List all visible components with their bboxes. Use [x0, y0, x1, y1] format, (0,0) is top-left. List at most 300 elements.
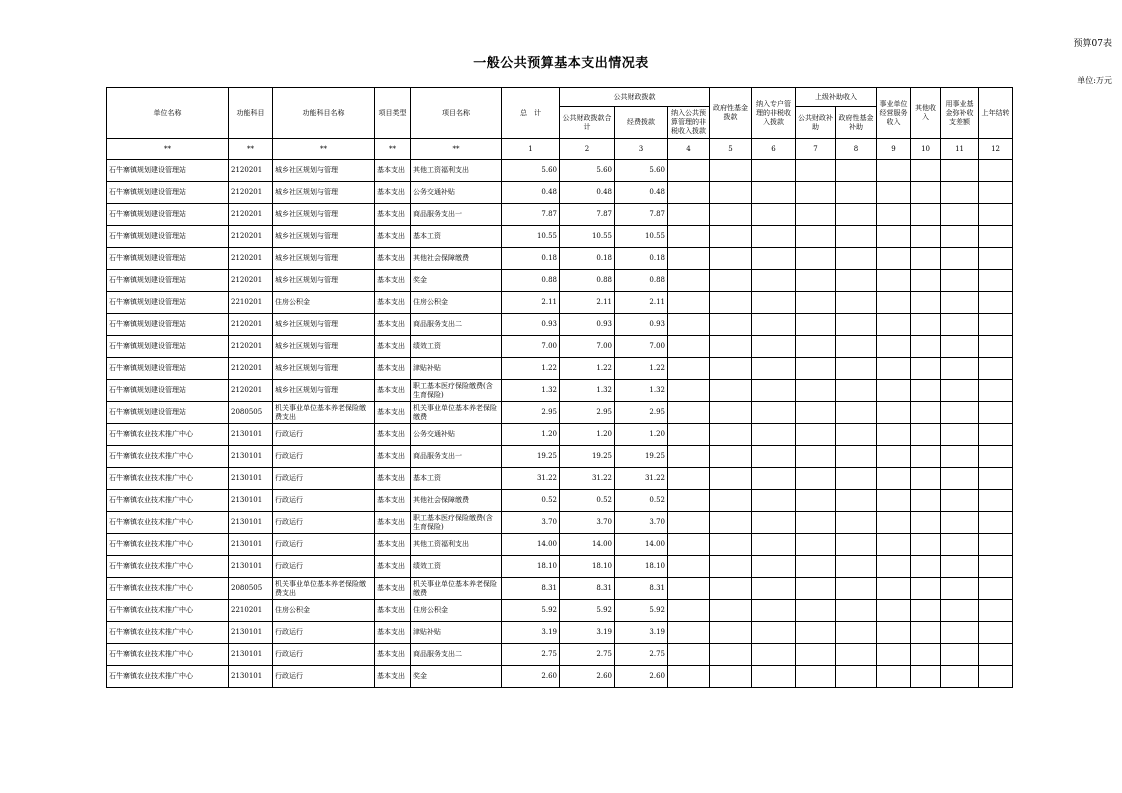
cell-proj-type: 基本支出	[375, 556, 411, 578]
cell-total: 0.18	[502, 248, 560, 270]
table-row	[107, 512, 1013, 534]
cell-empty	[796, 314, 836, 336]
cell-empty	[710, 160, 752, 182]
cell-empty	[668, 468, 710, 490]
cell-total: 18.10	[502, 556, 560, 578]
cell-empty	[668, 270, 710, 292]
cell-empty	[752, 402, 796, 424]
table-row	[107, 490, 1013, 512]
cell-func-code: 2130101	[229, 666, 273, 688]
cell-empty	[668, 358, 710, 380]
cell-func-name: 行政运行	[273, 490, 375, 512]
cell-public-fiscal-total: 3.70	[560, 512, 615, 534]
cell-empty	[752, 226, 796, 248]
table-row	[107, 248, 1013, 270]
cell-empty	[941, 248, 979, 270]
cell-empty	[836, 578, 877, 600]
cell-unit-name: 石牛寨镇规划建设管理站	[107, 314, 229, 336]
cell-total: 7.87	[502, 204, 560, 226]
cell-empty	[710, 380, 752, 402]
cell-empty	[752, 160, 796, 182]
table-row	[107, 534, 1013, 556]
cell-empty	[877, 556, 911, 578]
cell-total: 5.92	[502, 600, 560, 622]
cell-unit-name: 石牛寨镇规划建设管理站	[107, 380, 229, 402]
cell-empty	[752, 204, 796, 226]
cell-empty	[836, 556, 877, 578]
cell-empty	[668, 182, 710, 204]
cell-empty	[796, 292, 836, 314]
cell-empty	[836, 534, 877, 556]
cell-empty	[752, 292, 796, 314]
cell-empty	[752, 336, 796, 358]
cell-empty	[911, 270, 941, 292]
cell-func-code: 2130101	[229, 534, 273, 556]
column-index-cell: 5	[710, 139, 752, 160]
header-func-name: 功能科目名称	[273, 88, 375, 139]
cell-empty	[752, 380, 796, 402]
cell-public-fiscal-total: 2.75	[560, 644, 615, 666]
cell-empty	[877, 666, 911, 688]
cell-operating-funds: 0.18	[615, 248, 668, 270]
cell-func-code: 2120201	[229, 248, 273, 270]
cell-empty	[979, 556, 1013, 578]
cell-total: 5.60	[502, 160, 560, 182]
cell-func-name: 城乡社区规划与管理	[273, 248, 375, 270]
cell-empty	[941, 314, 979, 336]
cell-empty	[941, 182, 979, 204]
column-index-cell: **	[375, 139, 411, 160]
budget-table	[106, 87, 1013, 688]
cell-empty	[836, 644, 877, 666]
cell-proj-type: 基本支出	[375, 226, 411, 248]
cell-func-name: 行政运行	[273, 622, 375, 644]
cell-empty	[911, 490, 941, 512]
header-fund-balance: 用事业基金弥补收支差额	[941, 88, 979, 139]
column-index-row	[107, 139, 1013, 160]
header-special-nontax: 纳入专户管理的非税收入拨款	[752, 88, 796, 139]
cell-operating-funds: 0.48	[615, 182, 668, 204]
cell-empty	[668, 160, 710, 182]
cell-empty	[796, 160, 836, 182]
cell-empty	[941, 622, 979, 644]
cell-empty	[710, 182, 752, 204]
cell-empty	[941, 204, 979, 226]
cell-empty	[796, 424, 836, 446]
cell-empty	[796, 468, 836, 490]
cell-func-code: 2120201	[229, 226, 273, 248]
cell-empty	[796, 556, 836, 578]
cell-empty	[911, 512, 941, 534]
cell-func-name: 行政运行	[273, 666, 375, 688]
cell-empty	[941, 446, 979, 468]
cell-public-fiscal-total: 0.18	[560, 248, 615, 270]
cell-empty	[836, 160, 877, 182]
cell-public-fiscal-total: 5.92	[560, 600, 615, 622]
cell-public-fiscal-total: 0.88	[560, 270, 615, 292]
cell-operating-funds: 2.60	[615, 666, 668, 688]
cell-empty	[710, 600, 752, 622]
cell-total: 19.25	[502, 446, 560, 468]
cell-proj-name: 商品服务支出二	[411, 644, 502, 666]
table-row	[107, 292, 1013, 314]
cell-empty	[941, 600, 979, 622]
cell-proj-type: 基本支出	[375, 468, 411, 490]
cell-empty	[911, 424, 941, 446]
cell-proj-name: 商品服务支出一	[411, 204, 502, 226]
cell-empty	[979, 314, 1013, 336]
cell-func-code: 2080505	[229, 402, 273, 424]
cell-total: 1.22	[502, 358, 560, 380]
cell-proj-type: 基本支出	[375, 578, 411, 600]
cell-empty	[911, 292, 941, 314]
cell-proj-name: 商品服务支出二	[411, 314, 502, 336]
column-index-cell: 8	[836, 139, 877, 160]
cell-empty	[911, 336, 941, 358]
cell-empty	[668, 534, 710, 556]
cell-proj-type: 基本支出	[375, 358, 411, 380]
cell-public-fiscal-total: 0.48	[560, 182, 615, 204]
cell-empty	[877, 248, 911, 270]
cell-empty	[941, 226, 979, 248]
cell-empty	[836, 314, 877, 336]
cell-func-name: 城乡社区规划与管理	[273, 270, 375, 292]
cell-proj-type: 基本支出	[375, 380, 411, 402]
cell-unit-name: 石牛寨镇规划建设管理站	[107, 226, 229, 248]
cell-unit-name: 石牛寨镇规划建设管理站	[107, 358, 229, 380]
cell-operating-funds: 2.95	[615, 402, 668, 424]
cell-total: 0.88	[502, 270, 560, 292]
cell-unit-name: 石牛寨镇农业技术推广中心	[107, 424, 229, 446]
cell-public-fiscal-total: 8.31	[560, 578, 615, 600]
cell-proj-name: 职工基本医疗保险缴费(含生育保险)	[411, 380, 502, 402]
cell-empty	[911, 622, 941, 644]
cell-func-code: 2120201	[229, 314, 273, 336]
cell-operating-funds: 5.60	[615, 160, 668, 182]
cell-func-code: 2120201	[229, 160, 273, 182]
cell-empty	[668, 512, 710, 534]
cell-empty	[979, 534, 1013, 556]
table-row	[107, 182, 1013, 204]
cell-empty	[668, 248, 710, 270]
cell-unit-name: 石牛寨镇农业技术推广中心	[107, 622, 229, 644]
cell-total: 0.48	[502, 182, 560, 204]
header-proj-type: 项目类型	[375, 88, 411, 139]
table-row	[107, 204, 1013, 226]
cell-total: 1.20	[502, 424, 560, 446]
cell-empty	[911, 402, 941, 424]
cell-empty	[941, 578, 979, 600]
column-index-cell: 10	[911, 139, 941, 160]
table-row	[107, 314, 1013, 336]
cell-total: 2.60	[502, 666, 560, 688]
cell-empty	[668, 556, 710, 578]
cell-empty	[796, 336, 836, 358]
cell-empty	[911, 578, 941, 600]
cell-public-fiscal-total: 14.00	[560, 534, 615, 556]
cell-empty	[877, 644, 911, 666]
cell-empty	[752, 534, 796, 556]
cell-empty	[710, 446, 752, 468]
cell-empty	[836, 270, 877, 292]
cell-empty	[710, 556, 752, 578]
cell-proj-type: 基本支出	[375, 644, 411, 666]
cell-proj-type: 基本支出	[375, 182, 411, 204]
cell-empty	[710, 358, 752, 380]
cell-func-code: 2120201	[229, 358, 273, 380]
cell-empty	[668, 336, 710, 358]
cell-empty	[979, 666, 1013, 688]
cell-proj-type: 基本支出	[375, 534, 411, 556]
cell-func-name: 住房公积金	[273, 600, 375, 622]
cell-proj-name: 机关事业单位基本养老保险缴费	[411, 402, 502, 424]
cell-empty	[877, 468, 911, 490]
cell-empty	[836, 358, 877, 380]
cell-empty	[941, 160, 979, 182]
cell-empty	[668, 204, 710, 226]
cell-empty	[941, 380, 979, 402]
table-row	[107, 556, 1013, 578]
cell-unit-name: 石牛寨镇农业技术推广中心	[107, 666, 229, 688]
cell-empty	[668, 490, 710, 512]
cell-empty	[911, 644, 941, 666]
cell-unit-name: 石牛寨镇规划建设管理站	[107, 160, 229, 182]
cell-proj-name: 奖金	[411, 666, 502, 688]
cell-empty	[710, 226, 752, 248]
cell-empty	[710, 248, 752, 270]
cell-proj-name: 其他社会保障缴费	[411, 248, 502, 270]
cell-empty	[979, 490, 1013, 512]
cell-proj-name: 公务交通补贴	[411, 424, 502, 446]
cell-empty	[911, 446, 941, 468]
table-row	[107, 270, 1013, 292]
cell-empty	[796, 248, 836, 270]
cell-empty	[796, 666, 836, 688]
cell-proj-name: 津贴补贴	[411, 622, 502, 644]
cell-func-name: 城乡社区规划与管理	[273, 160, 375, 182]
cell-operating-funds: 31.22	[615, 468, 668, 490]
cell-proj-name: 公务交通补贴	[411, 182, 502, 204]
cell-func-name: 行政运行	[273, 512, 375, 534]
cell-public-fiscal-total: 3.19	[560, 622, 615, 644]
cell-operating-funds: 14.00	[615, 534, 668, 556]
table-row	[107, 644, 1013, 666]
cell-empty	[877, 402, 911, 424]
cell-func-name: 城乡社区规划与管理	[273, 358, 375, 380]
cell-empty	[796, 622, 836, 644]
cell-func-name: 机关事业单位基本养老保险缴费支出	[273, 578, 375, 600]
cell-empty	[752, 512, 796, 534]
cell-public-fiscal-total: 2.11	[560, 292, 615, 314]
cell-func-code: 2130101	[229, 468, 273, 490]
cell-proj-name: 机关事业单位基本养老保险缴费	[411, 578, 502, 600]
cell-empty	[979, 424, 1013, 446]
cell-public-fiscal-total: 0.52	[560, 490, 615, 512]
cell-empty	[911, 556, 941, 578]
cell-empty	[668, 644, 710, 666]
cell-empty	[911, 600, 941, 622]
cell-total: 8.31	[502, 578, 560, 600]
table-row	[107, 402, 1013, 424]
cell-empty	[877, 292, 911, 314]
cell-func-name: 城乡社区规划与管理	[273, 336, 375, 358]
cell-empty	[752, 270, 796, 292]
cell-empty	[796, 380, 836, 402]
cell-empty	[710, 490, 752, 512]
cell-operating-funds: 7.87	[615, 204, 668, 226]
table-body	[107, 160, 1013, 688]
cell-empty	[941, 534, 979, 556]
cell-proj-type: 基本支出	[375, 248, 411, 270]
cell-empty	[710, 204, 752, 226]
cell-proj-name: 其他工资福利支出	[411, 534, 502, 556]
cell-total: 3.19	[502, 622, 560, 644]
cell-empty	[752, 666, 796, 688]
cell-empty	[979, 292, 1013, 314]
form-code: 预算07表	[1073, 39, 1112, 49]
header-service-income: 事业单位经营服务收入	[877, 88, 911, 139]
cell-empty	[710, 578, 752, 600]
table-row	[107, 578, 1013, 600]
cell-empty	[941, 490, 979, 512]
cell-empty	[752, 468, 796, 490]
cell-proj-type: 基本支出	[375, 490, 411, 512]
cell-empty	[911, 248, 941, 270]
cell-func-code: 2130101	[229, 512, 273, 534]
cell-unit-name: 石牛寨镇规划建设管理站	[107, 402, 229, 424]
cell-empty	[752, 248, 796, 270]
cell-proj-type: 基本支出	[375, 402, 411, 424]
cell-empty	[877, 204, 911, 226]
cell-empty	[836, 600, 877, 622]
cell-empty	[941, 468, 979, 490]
header-nontax-public: 纳入公共预算管理的非税收入拨款	[668, 107, 710, 139]
cell-empty	[796, 358, 836, 380]
unit-label: 单位:万元	[1077, 76, 1112, 85]
cell-empty	[710, 644, 752, 666]
cell-operating-funds: 2.75	[615, 644, 668, 666]
cell-operating-funds: 18.10	[615, 556, 668, 578]
cell-func-code: 2120201	[229, 270, 273, 292]
cell-public-fiscal-total: 1.20	[560, 424, 615, 446]
header-operating-funds: 经费拨款	[615, 107, 668, 139]
cell-empty	[796, 270, 836, 292]
page-title: 一般公共预算基本支出情况表	[473, 56, 649, 71]
table-row	[107, 622, 1013, 644]
cell-proj-name: 基本工资	[411, 226, 502, 248]
cell-empty	[877, 270, 911, 292]
cell-empty	[877, 534, 911, 556]
cell-func-name: 城乡社区规划与管理	[273, 226, 375, 248]
cell-empty	[941, 512, 979, 534]
cell-empty	[752, 424, 796, 446]
cell-func-name: 住房公积金	[273, 292, 375, 314]
cell-proj-type: 基本支出	[375, 292, 411, 314]
cell-empty	[979, 182, 1013, 204]
cell-proj-name: 住房公积金	[411, 600, 502, 622]
cell-empty	[911, 534, 941, 556]
column-index-cell: 1	[502, 139, 560, 160]
cell-operating-funds: 0.88	[615, 270, 668, 292]
cell-empty	[668, 600, 710, 622]
cell-func-code: 2120201	[229, 380, 273, 402]
cell-proj-type: 基本支出	[375, 622, 411, 644]
cell-func-code: 2120201	[229, 182, 273, 204]
cell-func-code: 2080505	[229, 578, 273, 600]
cell-unit-name: 石牛寨镇农业技术推广中心	[107, 468, 229, 490]
table-row	[107, 380, 1013, 402]
cell-empty	[877, 424, 911, 446]
cell-empty	[710, 622, 752, 644]
cell-empty	[911, 468, 941, 490]
header-other-income: 其他收入	[911, 88, 941, 139]
column-index-cell: 7	[796, 139, 836, 160]
cell-public-fiscal-total: 1.22	[560, 358, 615, 380]
table-row	[107, 336, 1013, 358]
cell-empty	[979, 204, 1013, 226]
cell-func-name: 行政运行	[273, 446, 375, 468]
cell-unit-name: 石牛寨镇规划建设管理站	[107, 182, 229, 204]
cell-func-code: 2130101	[229, 556, 273, 578]
cell-empty	[941, 402, 979, 424]
cell-empty	[941, 336, 979, 358]
cell-unit-name: 石牛寨镇农业技术推广中心	[107, 490, 229, 512]
cell-operating-funds: 0.52	[615, 490, 668, 512]
cell-total: 10.55	[502, 226, 560, 248]
cell-func-code: 2210201	[229, 600, 273, 622]
column-index-cell: **	[107, 139, 229, 160]
cell-operating-funds: 1.22	[615, 358, 668, 380]
cell-proj-name: 奖金	[411, 270, 502, 292]
cell-empty	[796, 182, 836, 204]
cell-empty	[836, 622, 877, 644]
cell-empty	[911, 666, 941, 688]
header-upper-public: 公共财政补助	[796, 107, 836, 139]
header-func-code: 功能科目	[229, 88, 273, 139]
cell-unit-name: 石牛寨镇规划建设管理站	[107, 336, 229, 358]
cell-operating-funds: 2.11	[615, 292, 668, 314]
cell-proj-type: 基本支出	[375, 270, 411, 292]
cell-empty	[979, 644, 1013, 666]
cell-total: 2.75	[502, 644, 560, 666]
cell-empty	[877, 600, 911, 622]
cell-empty	[836, 424, 877, 446]
cell-empty	[710, 270, 752, 292]
cell-empty	[752, 622, 796, 644]
cell-func-name: 行政运行	[273, 556, 375, 578]
cell-empty	[877, 182, 911, 204]
table-row	[107, 446, 1013, 468]
column-index-cell: 9	[877, 139, 911, 160]
cell-empty	[877, 622, 911, 644]
cell-empty	[979, 402, 1013, 424]
cell-unit-name: 石牛寨镇农业技术推广中心	[107, 556, 229, 578]
cell-proj-type: 基本支出	[375, 600, 411, 622]
cell-empty	[911, 204, 941, 226]
column-index-cell: **	[411, 139, 502, 160]
cell-empty	[941, 666, 979, 688]
cell-empty	[979, 226, 1013, 248]
cell-unit-name: 石牛寨镇农业技术推广中心	[107, 578, 229, 600]
table-row	[107, 160, 1013, 182]
cell-public-fiscal-total: 1.32	[560, 380, 615, 402]
cell-unit-name: 石牛寨镇农业技术推广中心	[107, 644, 229, 666]
cell-unit-name: 石牛寨镇农业技术推广中心	[107, 512, 229, 534]
cell-empty	[836, 336, 877, 358]
cell-empty	[877, 512, 911, 534]
table-row	[107, 666, 1013, 688]
cell-proj-name: 绩效工资	[411, 336, 502, 358]
